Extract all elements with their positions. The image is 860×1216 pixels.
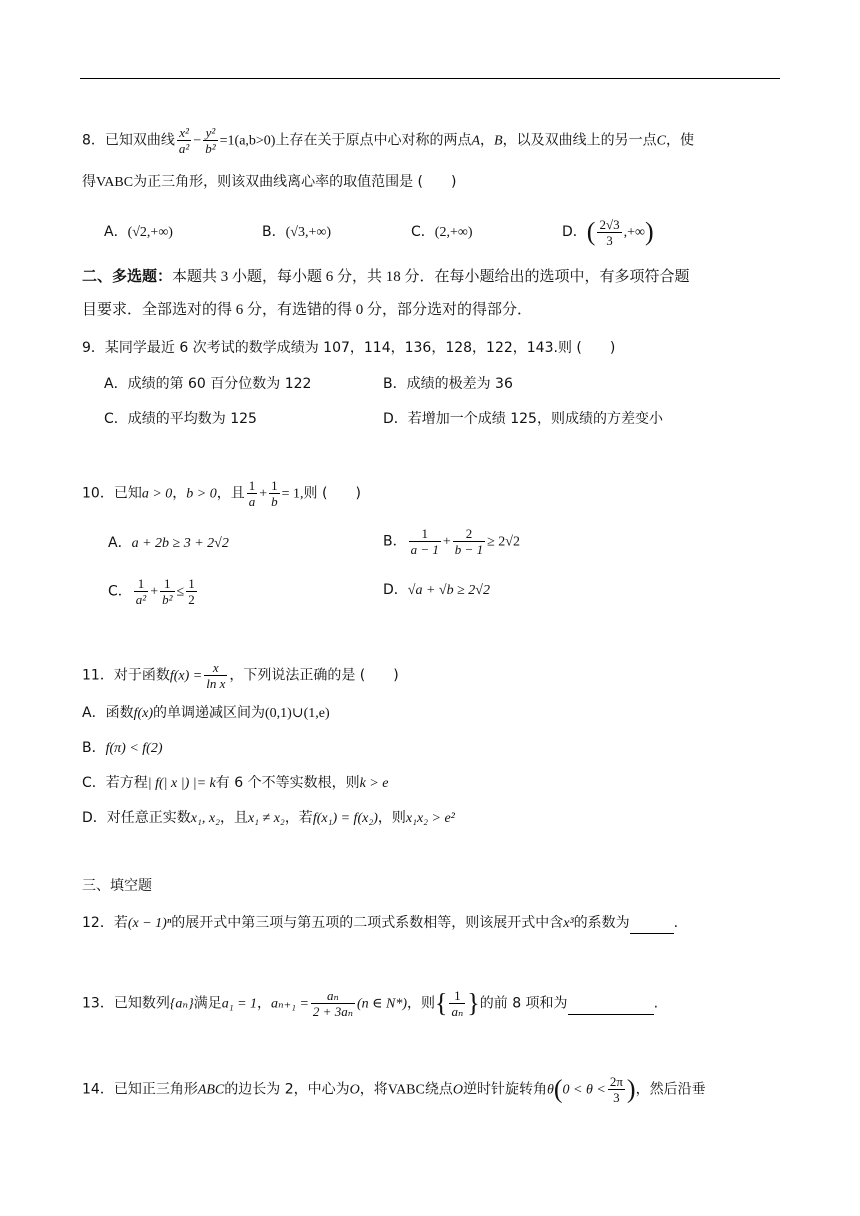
q12-answer-blank[interactable] [630,913,674,934]
q10-option-b: B． $\frac{1}{a - 1}$ + $\frac{2}{b - 1}$ ≥ 2√2 [383,526,520,557]
q8-prefix: 8．已知双曲线 [82,132,175,149]
header-rule [80,78,780,79]
q14-stem: 14．已知正三角形ABC的边长为 2，中心为O，将VABC绕点O逆时针旋转角θ(0 < θ < $\frac{2\pi}{3}$ )，然后沿垂 [82,1074,706,1105]
section2-line2: 目要求．全部选对的得 6 分，有选错的得 0 分，部分选对的得部分． [82,302,533,318]
q10-option-c: C． $\frac{1}{\text{a²}}$ + $\frac{1}{\text{b²}}$ ≤ $\frac{1}{2}$ [108,576,195,607]
q8-option-a: A．(√2,+∞) [104,224,173,240]
q11-option-b: B．f(π) < f(2) [82,740,163,756]
section2-title: 二、多选题： [82,267,173,285]
q10-stem: 10．已知a > 0，b > 0，且 $\frac{1}{a}$ + $\frac{1}{b}$ = 1,则 ( ) [82,478,361,509]
q8-option-c: C．(2,+∞) [411,224,473,240]
q11-option-a: A．函数f(x)的单调递减区间为(0,1)∪(1,e) [82,705,330,721]
q9-option-b: B．成绩的极差为 36 [383,376,513,392]
q13-stem: 13．已知数列{aₙ}满足a₁ = 1，aₙ₊₁ = $\frac{\text{aₙ}}{\text{2 + 3aₙ}}$ (n ∈ N*)，则{ $\frac{1}{\text{aₙ}}$ }的前 8 项和为 . [82,988,659,1019]
q9-option-d: D．若增加一个成绩 125，则成绩的方差变小 [383,411,663,427]
q8-line2: 得VABC为正三角形，则该双曲线离心率的取值范围是 ( ) [82,174,457,190]
q10-option-a: A．a + 2b ≥ 3 + 2√2 [108,535,229,551]
q8-frac1: $\frac{\text{x²}}{\text{a²}}$ [178,125,190,156]
q11-stem: 11．对于函数f(x) = $\frac{x}{\text{ln x}}$ ，下列说法正确的是 ( ) [82,660,399,691]
q8-triangle: VABC [96,175,134,190]
q11-option-d: D．对任意正实数x₁, x₂，且x₁ ≠ x₂，若f(x₁) = f(x₂)，则x₁x₂ > e² [82,810,455,826]
q11-option-c: C．若方程| f(| x |) |= k有 6 个不等实数根，则k > e [82,775,389,791]
section2-line1: 二、多选题：本题共 3 小题，每小题 6 分，共 18 分．在每小题给出的选项中，有多项符合题 [82,267,690,285]
q13-answer-blank[interactable] [568,994,654,1015]
q8-line1: 8．已知双曲线 $\frac{\text{x²}}{\text{a²}}$ − $\frac{\text{y²}}{\text{b²}}$ =1(a,b>0)上存在关于原点中心对称的两点A，B，以及双曲线上的另一点C，使 [82,125,694,156]
q8-option-d: D．( $\frac{2√3}{3}$ ,+∞) [562,216,654,248]
q8-eq-rest: =1(a,b>0) [219,133,276,149]
q10-option-d: D．√a + √b ≥ 2√2 [383,582,490,598]
q8-option-b: B．(√3,+∞) [262,224,331,240]
section3-title: 三、填空题 [82,878,152,894]
q12-stem: 12．若(x − 1)ⁿ的展开式中第三项与第五项的二项式系数相等，则该展开式中含x³的系数为 . [82,913,678,934]
q9-option-a: A．成绩的第 60 百分位数为 122 [104,376,312,392]
q8-frac2: $\frac{\text{y²}}{\text{b²}}$ [205,125,216,156]
q9-stem: 9．某同学最近 6 次考试的数学成绩为 107，114，136，128，122，143.则 ( ) [82,340,616,356]
q9-option-c: C．成绩的平均数为 125 [104,411,257,427]
